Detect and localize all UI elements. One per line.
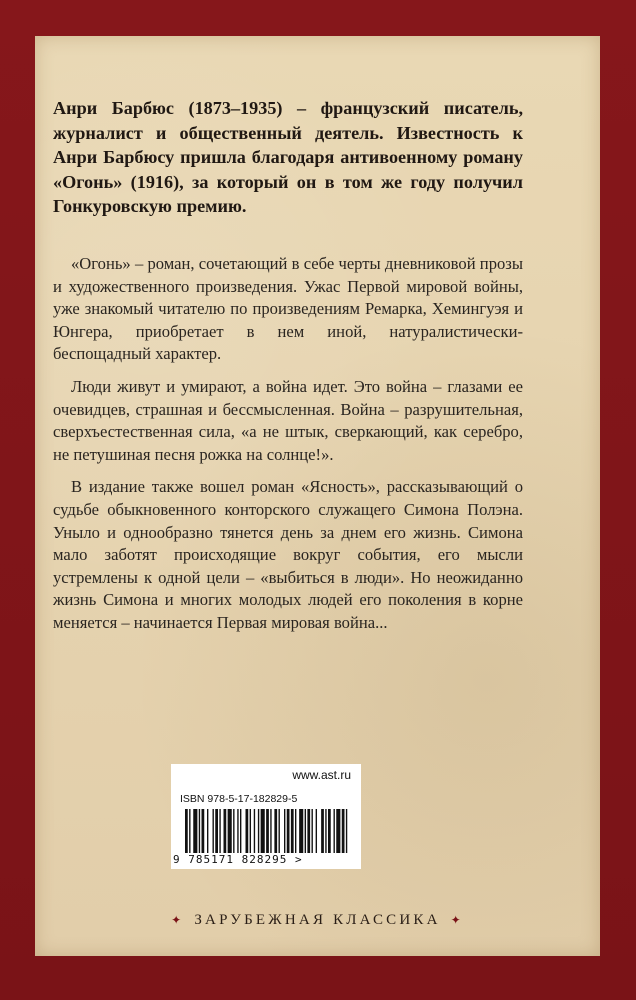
description-paragraph: «Огонь» – роман, сочетающий в себе черты дневниковой прозы и художественного произведения. Ужас Первой мировой войны, уже знакомый читателю по произведениям Ремарка, Хемингуэя и Юнгера, приобретает в нем иной, натуралистически-беспощадный характер. xyxy=(53,254,523,364)
isbn-number: ISBN 978-5-17-182829-5 xyxy=(180,793,298,805)
barcode-digits: 9 785171 828295 > xyxy=(173,853,303,866)
barcode-graphic xyxy=(185,809,350,853)
description-paragraph: Люди живут и умирают, а война идет. Это война – глазами ее очевидцев, страшная и бессмысленная. Война – разрушительная, сверхъестественная сила, «а не штык, сверкающий, как серебро, не петушиная песня рожка на солнце!». xyxy=(53,376,523,464)
ornament-right-icon: ✦ xyxy=(450,913,464,927)
barcode-label xyxy=(171,764,361,869)
author-bio: Анри Барбюс (1873–1935) – французский писатель, журналист и общественный деятель. Известность к Анри Барбюсу пришла благодаря антивоенному роману «Огонь» (1916), за который он в том же году получил Гонкуровскую премию. xyxy=(53,98,523,216)
ornament-left-icon: ✦ xyxy=(171,913,185,927)
barcode-bars xyxy=(185,809,350,853)
publisher-website: www.ast.ru xyxy=(292,768,351,782)
description-paragraph: В издание также вошел роман «Ясность», рассказывающий о судьбе обыкновенного конторского служащего Симона Полэна. Уныло и однообразно тянется день за днем его жизнь. Симона мало заботят происходящие вокруг события, его мысли устремлены к одной цели – «выбиться в люди». Но неожиданно жизнь Симона и многих молодых людей его поколения в корне меняется – начинается Первая мировая война... xyxy=(53,477,523,632)
book-description xyxy=(53,253,523,645)
series-title xyxy=(35,912,600,929)
series-label: ЗАРУБЕЖНАЯ КЛАССИКА xyxy=(194,912,441,928)
